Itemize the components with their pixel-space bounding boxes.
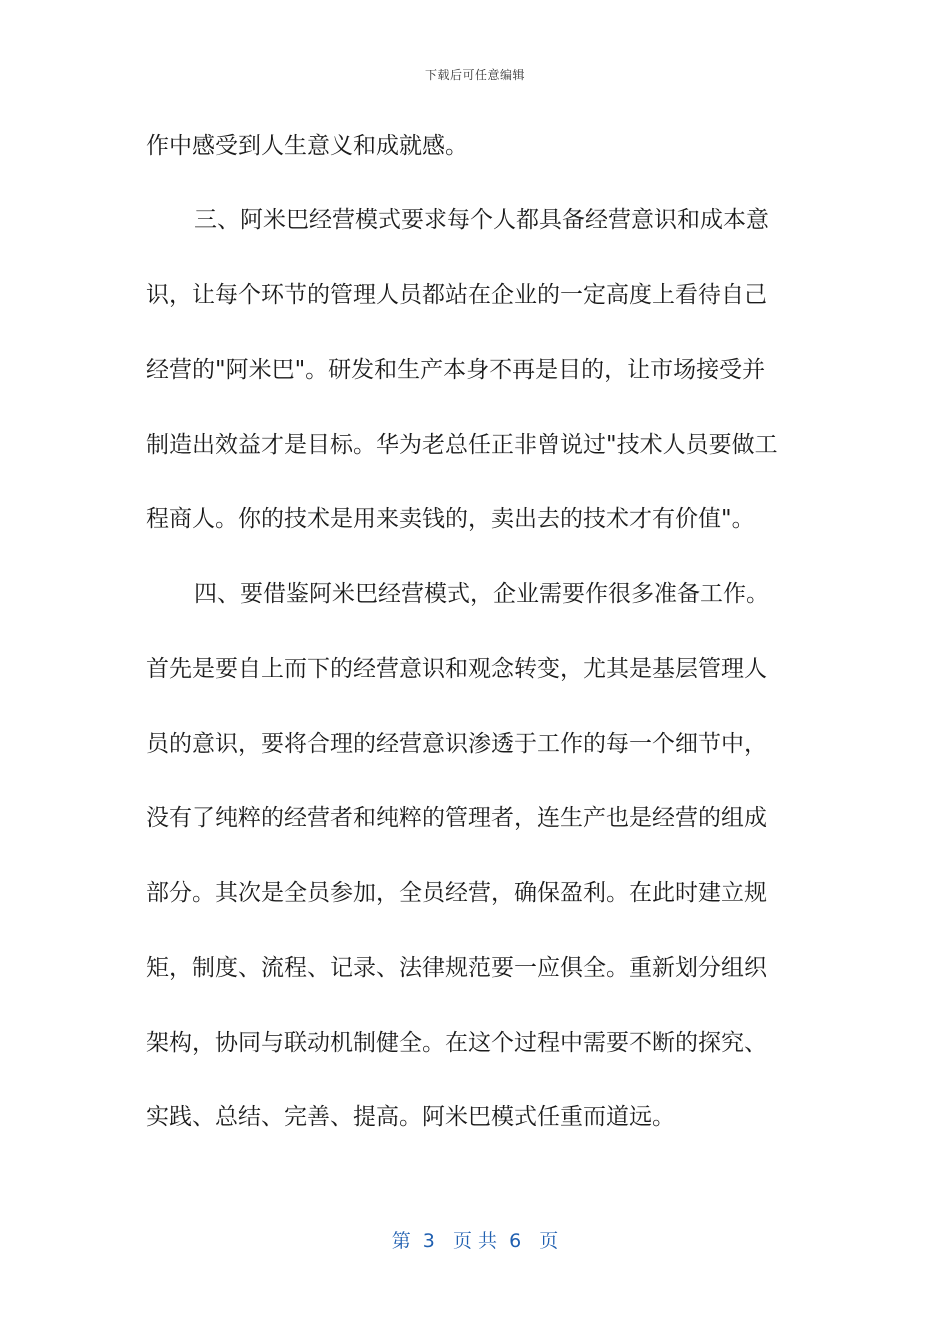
text-line: 实践、总结、完善、提高。阿米巴模式任重而道远。 [146,1104,675,1130]
paragraph-4-first-line: 四、要借鉴阿米巴经营模式，企业需要作很多准备工作。 [194,581,769,607]
text-line: 部分。其次是全员参加，全员经营，确保盈利。在此时建立规 [146,880,767,906]
text-line: 程商人。你的技术是用来卖钱的，卖出去的技术才有价值"。 [146,506,755,532]
text-line: 矩，制度、流程、记录、法律规范要一应俱全。重新划分组织 [146,955,767,981]
text-line: 识，让每个环节的管理人员都站在企业的一定高度上看待自己 [146,282,767,308]
text-line: 员的意识，要将合理的经营意识渗透于工作的每一个细节中， [146,731,767,757]
text-line: 架构，协同与联动机制健全。在这个过程中需要不断的探究、 [146,1030,767,1056]
paragraph-3-first-line: 三、阿米巴经营模式要求每个人都具备经营意识和成本意 [194,207,769,233]
page-header: 下载后可任意编辑 [424,68,525,82]
text-line: 没有了纯粹的经营者和纯粹的管理者，连生产也是经营的组成 [146,805,767,831]
text-line: 首先是要自上而下的经营意识和观念转变，尤其是基层管理人 [146,656,767,682]
text-line: 作中感受到人生意义和成就感。 [146,133,468,159]
text-line: 经营的"阿米巴"。研发和生产本身不再是目的，让市场接受并 [146,357,766,383]
text-line: 制造出效益才是目标。华为老总任正非曾说过"技术人员要做工 [146,432,778,458]
page-footer: 第 3 页 共 6 页 [391,1230,559,1252]
